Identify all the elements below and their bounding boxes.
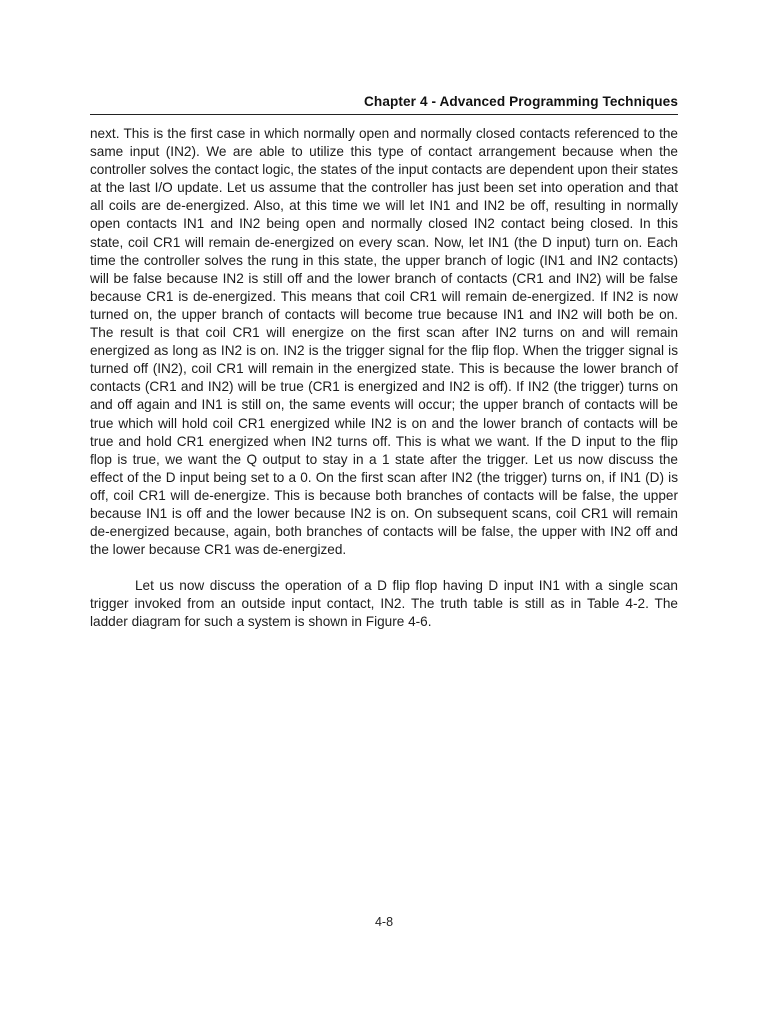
page-number: 4-8 (374, 915, 394, 929)
paragraph-continuation: next. This is the first case in which normally open and normally closed contacts referenced to the same input (IN2). We are able to utilize this type of contact arrangement because when the controller solves the contact logic, the states of the input contacts are dependent upon their states at the last I/O update. Let us assume that the controller has just been set into operation and that all coils are de-energized. Also, at this time we will let IN1 and IN2 be off, resulting in normally open contacts IN1 and IN2 being open and normally closed IN2 contact being closed. In this state, coil CR1 will remain de-energized on every scan. Now, let IN1 (the D input) turn on. Each time the controller solves the rung in this state, the upper branch of logic (IN1 and IN2 contacts) will be false because IN2 is still off and the lower branch of contacts (CR1 and IN2) will be false because CR1 is de-energized. This means that coil CR1 will remain de-energized. If IN2 is now turned on, the upper branch of contacts will become true because IN1 and IN2 will both be on. The result is that coil CR1 will energize on the first scan after IN2 turns on and will remain energized as long as IN2 is on. IN2 is the trigger signal for the flip flop. When the trigger signal is turned off (IN2), coil CR1 will remain in the energized state. This is because the lower branch of contacts (CR1 and IN2) will be true (CR1 is energized and IN2 is off). If IN2 (the trigger) turns on and off again and IN1 is still on, the same events will occur; the upper branch of contacts will be true which will hold coil CR1 energized while IN2 is on and the lower branch of contacts will be true and hold CR1 energized when IN2 turns off. This is what we want. If the D input to the flip flop is true, we want the Q output to stay in a 1 state after the trigger. Let us now discuss the effect of the D input being set to a 0. On the first scan after IN2 (the trigger) turns on, if IN1 (D) is off, coil CR1 will de-energize. This is because both branches of contacts will be false, the upper because IN1 is off and the lower because IN2 is on. On subsequent scans, coil CR1 will remain de-energized because, again, both branches of contacts will be false, the upper with IN2 off and the lower because CR1 was de-energized. (90, 126, 678, 558)
body-text (90, 125, 678, 632)
paragraph-d-flip-flop-intro: Let us now discuss the operation of a D flip flop having D input IN1 with a single scan trigger invoked from an outside input contact, IN2. The truth table is still as in Table 4-2. The ladder diagram for such a system is shown in Figure 4-6. (90, 578, 678, 630)
header-rule (90, 114, 678, 115)
running-header: Chapter 4 - Advanced Programming Techniques (364, 94, 678, 109)
